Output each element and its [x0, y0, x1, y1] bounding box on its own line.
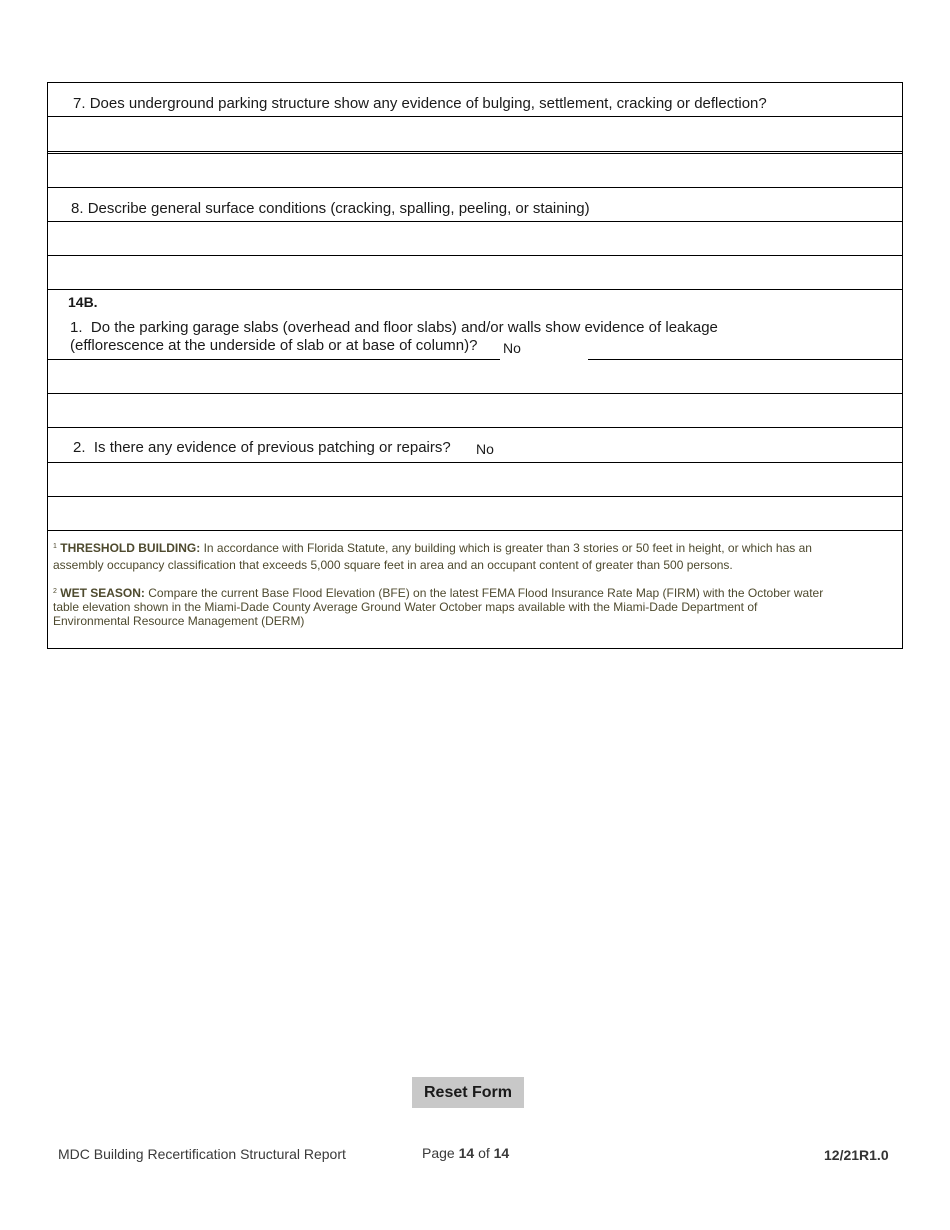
question-14b-2-text: Is there any evidence of previous patching or repairs? — [93, 439, 451, 456]
question-7 — [73, 95, 767, 112]
q14b-1-answer-input[interactable]: No — [503, 340, 521, 356]
section-14b-heading: 14B. — [68, 294, 98, 310]
footer-page-number: Page 14 of 14 — [422, 1145, 510, 1161]
q8-answer-field-1[interactable] — [48, 222, 902, 256]
footer-report-title: MDC Building Recertification Structural Report — [58, 1146, 346, 1162]
question-8-text: Describe general surface conditions (cracking, spalling, peeling, or staining) — [87, 200, 590, 217]
footer-revision: 12/21R1.0 — [824, 1147, 889, 1163]
q14b-2-answer-input[interactable]: No — [476, 441, 494, 457]
rule — [47, 151, 903, 152]
q14b-1-answer-field-2[interactable] — [48, 394, 902, 428]
question-14b-1-line1: 1. Do the parking garage slabs (overhead and floor slabs) and/or walls show evidence of leakage — [70, 319, 718, 336]
footnote-1-title: THRESHOLD BUILDING: — [60, 541, 201, 555]
question-7-text: Does underground parking structure show any evidence of bulging, settlement, cracking or deflection? — [89, 95, 767, 112]
footnote-2: $^2$ WET SEASON: Compare the current Base Flood Elevation (BFE) on the latest FEMA Flood Insurance Rate Map (FIRM) with the October water table elevation shown in the Miami-Dade County Average Ground Water October maps available with the Miami-Dade Department of Environmental Resource Management (DERM) — [53, 586, 824, 628]
q7-answer-field-1[interactable] — [48, 117, 902, 151]
q8-answer-field-2[interactable] — [48, 256, 902, 290]
reset-form-button[interactable]: Reset Form — [412, 1077, 524, 1108]
footnote-1: $^1$ THRESHOLD BUILDING: In accordance with Florida Statute, any building which is greater than 3 stories or 50 feet in height, or which has an assembly occupancy classification that exceeds 5,000 square feet in area and an occupant content of greater than 500 persons. — [53, 541, 812, 572]
form-border-right — [902, 82, 903, 649]
question-14b-2 — [73, 439, 451, 456]
question-14b-1-line2: (efflorescence at the underside of slab or at base of column)? — [70, 337, 478, 354]
question-8 — [71, 200, 590, 217]
q14b-1-answer-field-1[interactable] — [48, 360, 902, 394]
rule — [47, 648, 903, 649]
footnote-2-title: WET SEASON: — [60, 586, 145, 600]
q7-answer-field-2[interactable] — [48, 154, 902, 188]
question-7-number: 7. — [73, 95, 86, 112]
q14b-2-answer-field-2[interactable] — [48, 497, 902, 531]
question-8-number: 8. — [71, 200, 84, 217]
rule — [47, 82, 903, 83]
question-14b-2-number: 2. — [73, 439, 86, 456]
q14b-2-answer-field-1[interactable] — [48, 463, 902, 497]
question-14b-1-number: 1. — [70, 319, 83, 336]
